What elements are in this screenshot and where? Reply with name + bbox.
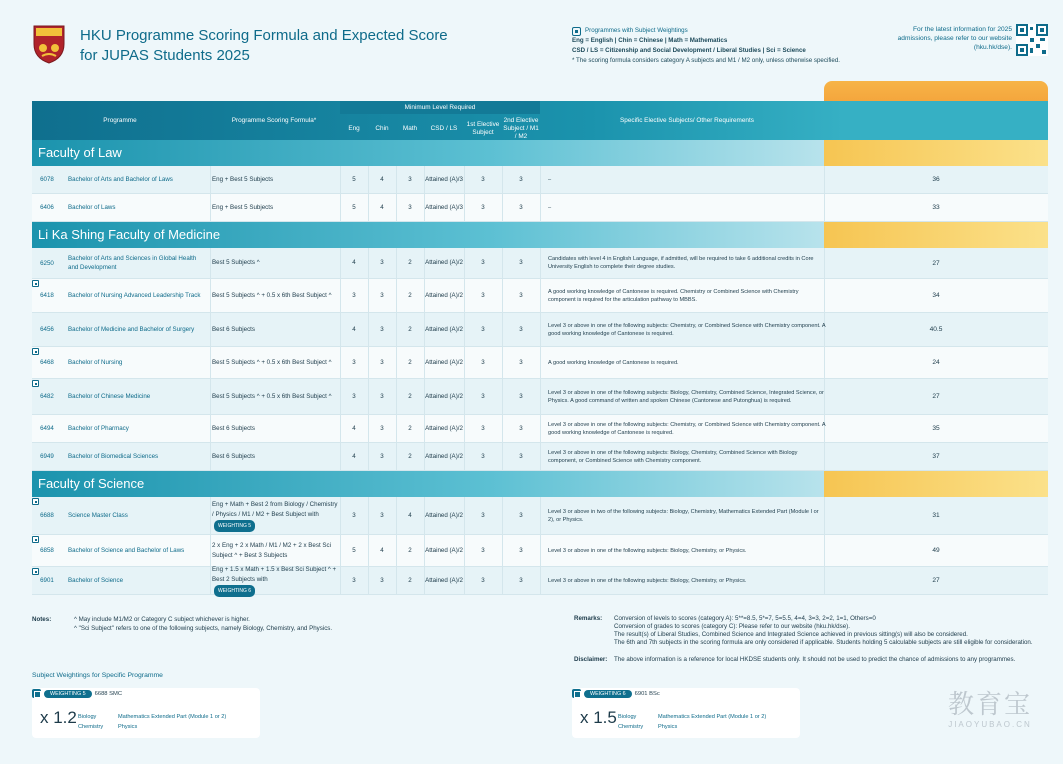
notes-label: Notes: <box>32 616 52 623</box>
min-level-e2: 3 <box>519 576 523 584</box>
column-divider <box>540 194 541 221</box>
min-level-csd: Attained (A)/2 <box>425 291 463 299</box>
programme-code: 6456 <box>40 326 54 333</box>
column-divider <box>210 415 211 442</box>
min-level-chin: 3 <box>380 291 384 299</box>
expected-score: 27 <box>932 259 940 267</box>
min-level-chin: 4 <box>380 203 384 211</box>
legend-line-3: * The scoring formula considers category A subjects and M1 / M2 only, unless otherwise specified. <box>572 57 841 64</box>
min-level-chin: 4 <box>380 546 384 554</box>
column-divider <box>210 347 211 378</box>
column-divider <box>540 567 541 594</box>
faculty-expected-band <box>824 140 1048 166</box>
faculty-name: Faculty of Law <box>38 145 122 160</box>
expected-score: 33 <box>932 204 940 211</box>
scoring-formula: Best 6 Subjects <box>212 325 255 333</box>
weighting-6-subject: Biology <box>618 714 637 720</box>
column-divider <box>210 535 211 566</box>
scoring-formula: Best 6 Subjects <box>212 424 255 432</box>
column-divider <box>210 313 211 346</box>
remark-4: The 6th and 7th subjects in the scoring formula are only considered if applicable. Students holding 5 calculable subjects are still eligible for consideration. <box>614 639 1033 646</box>
table-row[interactable] <box>32 535 1048 567</box>
scoring-formula: Best 5 Subjects ^ + 0.5 x 6th Best Subject ^ <box>212 358 332 366</box>
page-title: HKU Programme Scoring Formula and Expected Score for JUPAS Students 2025 <box>80 27 448 64</box>
table-row[interactable] <box>32 166 1048 194</box>
weighting-pill: WEIGHTING 6 <box>214 585 255 597</box>
programme-code: 6949 <box>40 453 54 460</box>
min-level-eng: 3 <box>352 576 356 584</box>
remark-3: The result(s) of Liberal Studies, Combined Science and Integrated Science achieved in previous sitting(s) will also be considered. <box>614 631 968 638</box>
min-level-math: 2 <box>408 325 412 333</box>
specific-requirements: Level 3 or above in one of the following subjects: Biology, Chemistry, or Physics. <box>548 577 747 584</box>
programme-code: 6418 <box>40 292 54 299</box>
latest-info[interactable]: For the latest information for 2025 admissions, please refer to our website (hku.hk/dse). <box>897 26 1012 51</box>
scoring-formula: Eng + Best 5 Subjects <box>212 175 274 183</box>
col-csd: CSD / LS <box>430 124 458 132</box>
min-level-eng: 4 <box>352 424 356 432</box>
weighting-6-subject: Physics <box>658 724 678 730</box>
programme-code: 6406 <box>40 204 54 211</box>
qr-code-icon[interactable] <box>1016 24 1048 56</box>
col-math: Math <box>402 124 418 132</box>
expected-score: 31 <box>932 512 940 519</box>
faculty-header <box>32 140 1048 166</box>
table-row[interactable] <box>32 415 1048 443</box>
min-level-csd: Attained (A)/3 <box>425 203 463 211</box>
expected-score: 27 <box>932 577 940 584</box>
weighting-6-subject: Chemistry <box>618 724 644 730</box>
legend-line-2: CSD / LS = Citizenship and Social Development / Liberal Studies | Sci = Science <box>572 47 806 54</box>
min-level-e2: 3 <box>519 424 523 432</box>
column-divider <box>210 443 211 470</box>
min-level-e1: 3 <box>481 511 485 519</box>
min-level-e2: 3 <box>519 546 523 554</box>
programme-name[interactable]: Bachelor of Pharmacy <box>68 425 129 432</box>
expected-score: 36 <box>932 176 940 183</box>
weighting-5-subject: Chemistry <box>78 724 104 730</box>
disclaimer <box>574 656 1044 664</box>
weighting-pill: WEIGHTING 5 <box>214 520 255 532</box>
column-divider <box>540 166 541 193</box>
min-level-e2: 3 <box>519 203 523 211</box>
weighting-icon <box>572 689 581 698</box>
column-divider <box>540 248 541 278</box>
min-level-chin: 3 <box>380 511 384 519</box>
specific-requirements: Level 3 or above in one of the following subjects: Biology, Chemistry, Combined Science, Integrated Science, or Physics. A good command of written and spoken Chinese (Cantonese and Putonghua) is required. <box>548 389 824 404</box>
specific-requirements: Level 3 or above in two of the following subjects: Biology, Chemistry, Mathematics Extended Part (Module I or 2), or Physics. <box>548 508 819 523</box>
column-divider <box>210 379 211 414</box>
watermark-logo-text: 教育宝 <box>947 690 1032 720</box>
scoring-formula: Eng + 1.5 x Math + 1.5 x Best Sci Subject ^ + Best 2 Subjects with <box>212 565 337 583</box>
expected-score: 27 <box>932 393 940 400</box>
column-divider <box>540 347 541 378</box>
table-body <box>32 140 1048 595</box>
column-divider <box>210 166 211 193</box>
min-level-chin: 3 <box>380 452 384 460</box>
faculty-expected-band <box>824 222 1048 248</box>
specific-requirements: Level 3 or above in one of the following subjects: Biology, Chemistry, Combined Science with Biology component, or Combined Science with Chemistry component. <box>548 449 798 464</box>
min-level-e2: 3 <box>519 392 523 400</box>
min-level-e2: 3 <box>519 358 523 366</box>
disclaimer-label: Disclaimer: <box>574 656 608 663</box>
min-level-chin: 4 <box>380 175 384 183</box>
min-level-chin: 3 <box>380 325 384 333</box>
min-level-chin: 3 <box>380 358 384 366</box>
table-row[interactable] <box>32 443 1048 471</box>
scoring-formula: Best 5 Subjects ^ + 0.5 x 6th Best Subject ^ <box>212 291 332 299</box>
note-2: ^ "Sci Subject" refers to one of the following subjects, namely Biology, Chemistry, and Physics. <box>74 625 333 632</box>
column-divider <box>210 567 211 594</box>
min-level-eng: 4 <box>352 259 356 266</box>
min-level-e1: 3 <box>481 576 485 584</box>
remarks <box>574 615 1044 647</box>
column-divider <box>210 279 211 312</box>
specific-requirements: Level 3 or above in one of the following subjects: Biology, Chemistry, or Physics. <box>548 547 747 554</box>
scoring-table <box>32 101 1048 595</box>
table-header <box>32 101 1048 140</box>
programme-code: 6078 <box>40 176 54 183</box>
expected-score: 37 <box>932 453 940 460</box>
table-row[interactable] <box>32 347 1048 379</box>
min-level-eng: 3 <box>352 511 356 519</box>
expected-score: 40.5 <box>929 326 943 333</box>
column-divider <box>540 443 541 470</box>
col-elective-1: 1st Elective Subject <box>466 120 500 136</box>
min-level-math: 2 <box>408 358 412 366</box>
programme-name[interactable]: Science Master Class <box>68 512 128 519</box>
weighting-5-tag: WEIGHTING 5 <box>44 690 92 698</box>
note-1: ^ May include M1/M2 or Category C subject whichever is higher. <box>74 616 250 623</box>
min-level-e1: 3 <box>481 259 485 266</box>
watermark-url: JIAOYUBAO.CN <box>948 720 1032 729</box>
programme-name[interactable]: Bachelor of Biomedical Sciences <box>68 453 159 460</box>
notes <box>32 615 552 633</box>
col-programme: Programme <box>103 116 137 124</box>
min-level-chin: 3 <box>380 392 384 400</box>
column-divider <box>540 379 541 414</box>
programme-name[interactable]: Bachelor of Arts and Bachelor of Laws <box>68 176 173 183</box>
weighting-6-programme: 6901 BSc <box>634 690 660 697</box>
hku-crest-logo <box>32 24 66 64</box>
scoring-formula: Best 5 Subjects ^ + 0.5 x 6th Best Subject ^ <box>212 392 332 400</box>
scoring-formula: Best 6 Subjects <box>212 452 255 460</box>
programme-code: 6468 <box>40 359 54 366</box>
col-chin: Chin <box>375 124 389 132</box>
programme-name[interactable]: Bachelor of Chinese Medicine <box>68 393 151 400</box>
min-level-csd: Attained (A)/2 <box>425 358 463 366</box>
weighting-6-box <box>572 688 800 738</box>
min-level-math: 2 <box>408 576 412 584</box>
min-level-e1: 3 <box>481 291 485 299</box>
column-divider <box>540 313 541 346</box>
min-level-eng: 4 <box>352 452 356 460</box>
programme-code: 6858 <box>40 547 54 554</box>
min-level-e1: 3 <box>481 325 485 333</box>
weighting-5-subject: Physics <box>118 724 138 730</box>
weighting-6-multiplier: x 1.5 <box>580 708 617 727</box>
min-level-eng: 3 <box>352 392 356 400</box>
min-level-eng: 5 <box>352 175 356 183</box>
min-level-e2: 3 <box>519 291 523 299</box>
legend-line-1: Eng = English | Chin = Chinese | Math = Mathematics <box>572 37 728 44</box>
scoring-formula: Eng + Best 5 Subjects <box>212 203 274 211</box>
column-divider <box>210 497 211 534</box>
min-level-math: 2 <box>408 546 412 554</box>
expected-score: 49 <box>932 547 940 554</box>
remarks-label: Remarks: <box>574 615 603 622</box>
programme-name[interactable]: Bachelor of Science and Bachelor of Laws <box>68 547 185 554</box>
min-level-e2: 3 <box>519 511 523 519</box>
faculty-expected-band <box>824 471 1048 497</box>
scoring-formula: 2 x Eng + 2 x Math / M1 / M2 + 2 x Best Sci Subject ^ + Best 3 Subjects <box>212 541 331 559</box>
min-level-eng: 4 <box>352 325 356 333</box>
weighting-5-multiplier: x 1.2 <box>40 708 77 727</box>
col-eng: Eng <box>348 124 360 132</box>
min-level-csd: Attained (A)/2 <box>425 325 463 333</box>
min-level-csd: Attained (A)/2 <box>425 259 463 266</box>
min-level-csd: Attained (A)/2 <box>425 546 463 554</box>
min-level-chin: 3 <box>380 576 384 584</box>
min-level-csd: Attained (A)/2 <box>425 392 463 400</box>
col-specific: Specific Elective Subjects/ Other Requirements <box>620 116 754 124</box>
column-divider <box>540 415 541 442</box>
min-level-eng: 3 <box>352 358 356 366</box>
min-level-math: 2 <box>408 452 412 460</box>
min-level-math: 4 <box>408 511 412 519</box>
column-divider <box>210 194 211 221</box>
programme-code: 6482 <box>40 393 54 400</box>
min-level-math: 2 <box>408 424 412 432</box>
weighting-6-tag: WEIGHTING 6 <box>584 690 632 698</box>
min-level-csd: Attained (A)/2 <box>425 452 463 460</box>
remark-2: Conversion of grades to scores (category C): Please refer to our website (hku.hk/dse). <box>614 623 850 630</box>
column-divider <box>540 279 541 312</box>
expected-score: 24 <box>932 359 940 366</box>
column-divider <box>540 535 541 566</box>
min-level-csd: Attained (A)/2 <box>425 576 463 584</box>
min-level-eng: 5 <box>352 546 356 554</box>
min-level-csd: Attained (A)/3 <box>425 175 463 183</box>
programme-code: 6688 <box>40 512 54 519</box>
min-level-e1: 3 <box>481 175 485 183</box>
specific-requirements: Candidates with level 4 in English Language, if admitted, will be required to take 6 additional credits in Core University English to complete their degree studies. <box>548 256 814 270</box>
min-level-e1: 3 <box>481 203 485 211</box>
programme-name[interactable]: Bachelor of Nursing <box>68 359 123 366</box>
column-divider <box>540 497 541 534</box>
min-level-eng: 3 <box>352 291 356 299</box>
min-level-chin: 3 <box>380 259 384 266</box>
min-level-chin: 3 <box>380 424 384 432</box>
table-row[interactable] <box>32 248 1048 279</box>
specific-requirements: A good working knowledge of Cantonese is required. <box>548 359 679 366</box>
min-level-math: 2 <box>408 291 412 299</box>
programme-name[interactable]: Bachelor of Medicine and Bachelor of Surgery <box>68 326 195 333</box>
min-level-e2: 3 <box>519 325 523 333</box>
min-level-e2: 3 <box>519 452 523 460</box>
table-row[interactable] <box>32 279 1048 313</box>
faculty-header <box>32 471 1048 497</box>
remark-1: Conversion of levels to scores (category A): 5**=8.5, 5*=7, 5=5.5, 4=4, 3=3, 2=2, 1=1, Others=0 <box>614 615 876 622</box>
faculty-name: Li Ka Shing Faculty of Medicine <box>38 227 221 242</box>
watermark <box>930 690 1050 729</box>
min-level-e1: 3 <box>481 358 485 366</box>
faculty-name: Faculty of Science <box>38 476 145 491</box>
programme-code: 6250 <box>40 259 54 267</box>
column-divider <box>210 248 211 278</box>
min-level-math: 2 <box>408 392 412 400</box>
programme-name[interactable]: Bachelor of Nursing Advanced Leadership Track <box>68 292 201 299</box>
expected-score: 34 <box>932 292 940 299</box>
col-min-level: Minimum Level Required <box>340 101 540 114</box>
scoring-formula: Eng + Math + Best 2 from Biology / Chemistry / Physics / M1 / M2 + Best Subject with <box>212 500 338 518</box>
expected-score: 35 <box>932 425 940 432</box>
disclaimer-text: The above information is a reference for local HKDSE students only. It should not be used to predict the chance of admissions to any programmes. <box>614 656 1016 663</box>
col-elective-2: 2nd Elective Subject / M1 / M2 <box>503 116 539 140</box>
scoring-formula: Best 5 Subjects ^ <box>212 259 260 266</box>
programme-code: 6494 <box>40 425 54 432</box>
programme-name[interactable]: Bachelor of Science <box>68 577 124 584</box>
min-level-csd: Attained (A)/2 <box>425 424 463 432</box>
min-level-math: 3 <box>408 175 412 183</box>
min-level-e1: 3 <box>481 392 485 400</box>
programme-name[interactable]: Bachelor of Arts and Sciences in Global Health and Development <box>68 255 197 271</box>
min-level-e2: 3 <box>519 259 523 266</box>
table-row[interactable] <box>32 497 1048 535</box>
min-level-eng: 5 <box>352 203 356 211</box>
weighting-5-programme: 6688 SMC <box>94 690 123 697</box>
table-row[interactable] <box>32 379 1048 415</box>
min-level-math: 3 <box>408 203 412 211</box>
legend-title: Programmes with Subject Weightings <box>585 27 688 34</box>
weightings-title: Subject Weightings for Specific Programme <box>32 672 163 679</box>
min-level-math: 2 <box>408 259 412 266</box>
programme-name[interactable]: Bachelor of Laws <box>68 204 116 211</box>
col-formula: Programme Scoring Formula* <box>231 116 317 124</box>
min-level-e1: 3 <box>481 452 485 460</box>
programme-code: 6901 <box>40 577 54 584</box>
table-row[interactable] <box>32 567 1048 595</box>
weighting-5-subject: Biology <box>78 714 97 720</box>
min-level-e2: 3 <box>519 175 523 183</box>
specific-requirements: Level 3 or above in one of the following subjects: Chemistry, or Combined Science with Chemistry component. A good working knowledge of Cantonese is required. <box>548 421 826 436</box>
specific-requirements: A good working knowledge of Cantonese is required. Chemistry or Combined Science with Chemistry component is required for the articulation pathway to MBBS. <box>548 288 799 303</box>
weighting-icon <box>572 27 581 36</box>
weighting-5-subject: Mathematics Extended Part (Module 1 or 2) <box>118 714 227 720</box>
specific-requirements: Level 3 or above in one of the following subjects: Chemistry, or Combined Science with Chemistry component. A good working knowledge of Cantonese is required. <box>548 322 826 337</box>
weighting-5-box <box>32 688 260 738</box>
min-level-e1: 3 <box>481 546 485 554</box>
min-level-csd: Attained (A)/2 <box>425 511 463 519</box>
specific-requirements: – <box>548 176 552 183</box>
faculty-header <box>32 222 1048 248</box>
weighting-6-subject: Mathematics Extended Part (Module 1 or 2) <box>658 714 767 720</box>
specific-requirements: – <box>548 204 552 211</box>
table-row[interactable] <box>32 313 1048 347</box>
legend <box>572 26 872 66</box>
min-level-e1: 3 <box>481 424 485 432</box>
weighting-icon <box>32 689 41 698</box>
table-row[interactable] <box>32 194 1048 222</box>
